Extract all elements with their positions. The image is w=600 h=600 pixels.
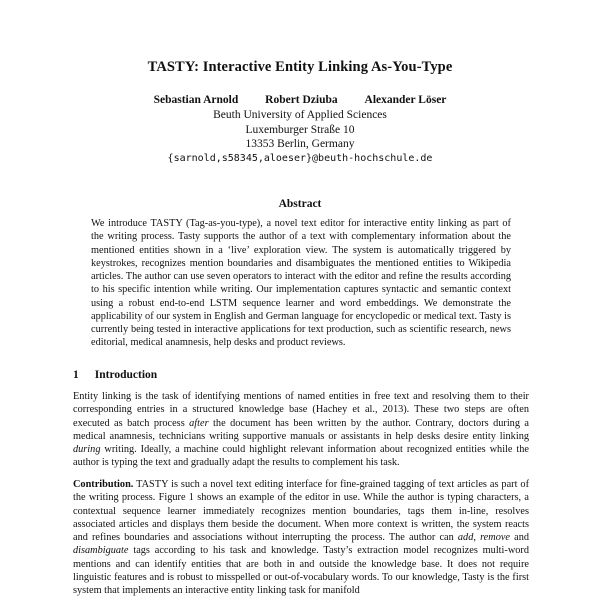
paragraph-text: writing. Ideally, a machine could highlight relevant information about recognized entities while the author is typing the text and gradually adapt the results to complement his task. bbox=[73, 444, 529, 469]
abstract-heading: Abstract bbox=[278, 198, 322, 210]
author-list bbox=[0, 94, 600, 106]
paper-title: TASTY: Interactive Entity Linking As-You-Type bbox=[147, 59, 453, 75]
contribution-label: Contribution. bbox=[73, 479, 134, 490]
paragraph-text: and bbox=[509, 532, 529, 543]
author-name: Sebastian Arnold bbox=[153, 94, 239, 106]
emphasis-disambiguate: disambiguate bbox=[73, 545, 129, 557]
paragraph-text: Entity linking is the task of identifying mentions of named entities in free text and resolving them to their corresponding entries in a structured knowledge base (Hachey et al., 2013). These two steps are often executed as batch process bbox=[73, 391, 529, 429]
abstract-text: We introduce TASTY (Tag-as-you-type), a novel text editor for interactive entity linking as part of the writing process. Tasty supports the author of a text with complementary information about the mentioned entities shown in a ‘live’ exploration view. The system is automatically triggered by keystrokes, recognizes mention boundaries and disambiguates the mentioned entities to Wikipedia articles. The author can use seven operators to interact with the editor and refine the results according to his specific intention while writing. Our implementation captures syntactic and semantic context using a robust end-to-end LSTM sequence learner and word embeddings. We demonstrate the applicability of our system in English and German language for encyclopedic or medical text. Tasty is currently being tested in interactive applications for text production, such as scientific research, news editorial, medical anamnesis, help desks and product reviews. bbox=[91, 218, 511, 349]
section-number: 1 bbox=[73, 369, 79, 381]
section-heading-introduction bbox=[73, 369, 157, 381]
affiliation-street: Luxemburger Straße 10 bbox=[245, 123, 355, 136]
contribution-paragraph bbox=[73, 478, 529, 597]
emphasis-after: after bbox=[189, 417, 209, 429]
section-title: Introduction bbox=[94, 369, 158, 381]
paragraph-text: tags according to his task and knowledge. Tasty’s extraction model recognizes multi-word mentions and can identify entities that are both in and outside the knowledge base. It does not require linguistic features and is robust to misspelled or out-of-vocabulary words. To our knowledge, Tasty is the first system that implements an interactive entity linking task for manifold bbox=[73, 545, 529, 596]
author-name: Alexander Löser bbox=[364, 94, 447, 106]
emphasis-add: add bbox=[457, 532, 474, 543]
affiliation-city: 13353 Berlin, Germany bbox=[245, 138, 355, 150]
affiliation-email: {sarnold,s58345,aloeser}@beuth-hochschule.de bbox=[167, 153, 433, 164]
paragraph-text: , bbox=[473, 532, 481, 543]
intro-paragraph bbox=[73, 390, 529, 470]
affiliation-institution: Beuth University of Applied Sciences bbox=[213, 109, 387, 121]
emphasis-remove: remove bbox=[480, 532, 510, 543]
paragraph-text: the document has been written by the author. Contrary, doctors during a medical anamnesis, technicians writing supportive manuals or assistants in help desks desire entity linking bbox=[73, 417, 529, 442]
paragraph-text: TASTY is such a novel text editing interface for fine-grained tagging of text articles as part of the writing process. Figure 1 shows an example of the editor in use. While the author is typing characters, a contextual sequence learner immediately recognizes mention boundaries, tags them in-line, resolves associated articles and displays them beside the document. When more context is written, the system reacts and refines boundaries and associations without interrupting the process. The author can bbox=[73, 479, 529, 543]
emphasis-during: during bbox=[73, 444, 101, 455]
author-name: Robert Dziuba bbox=[265, 94, 338, 106]
